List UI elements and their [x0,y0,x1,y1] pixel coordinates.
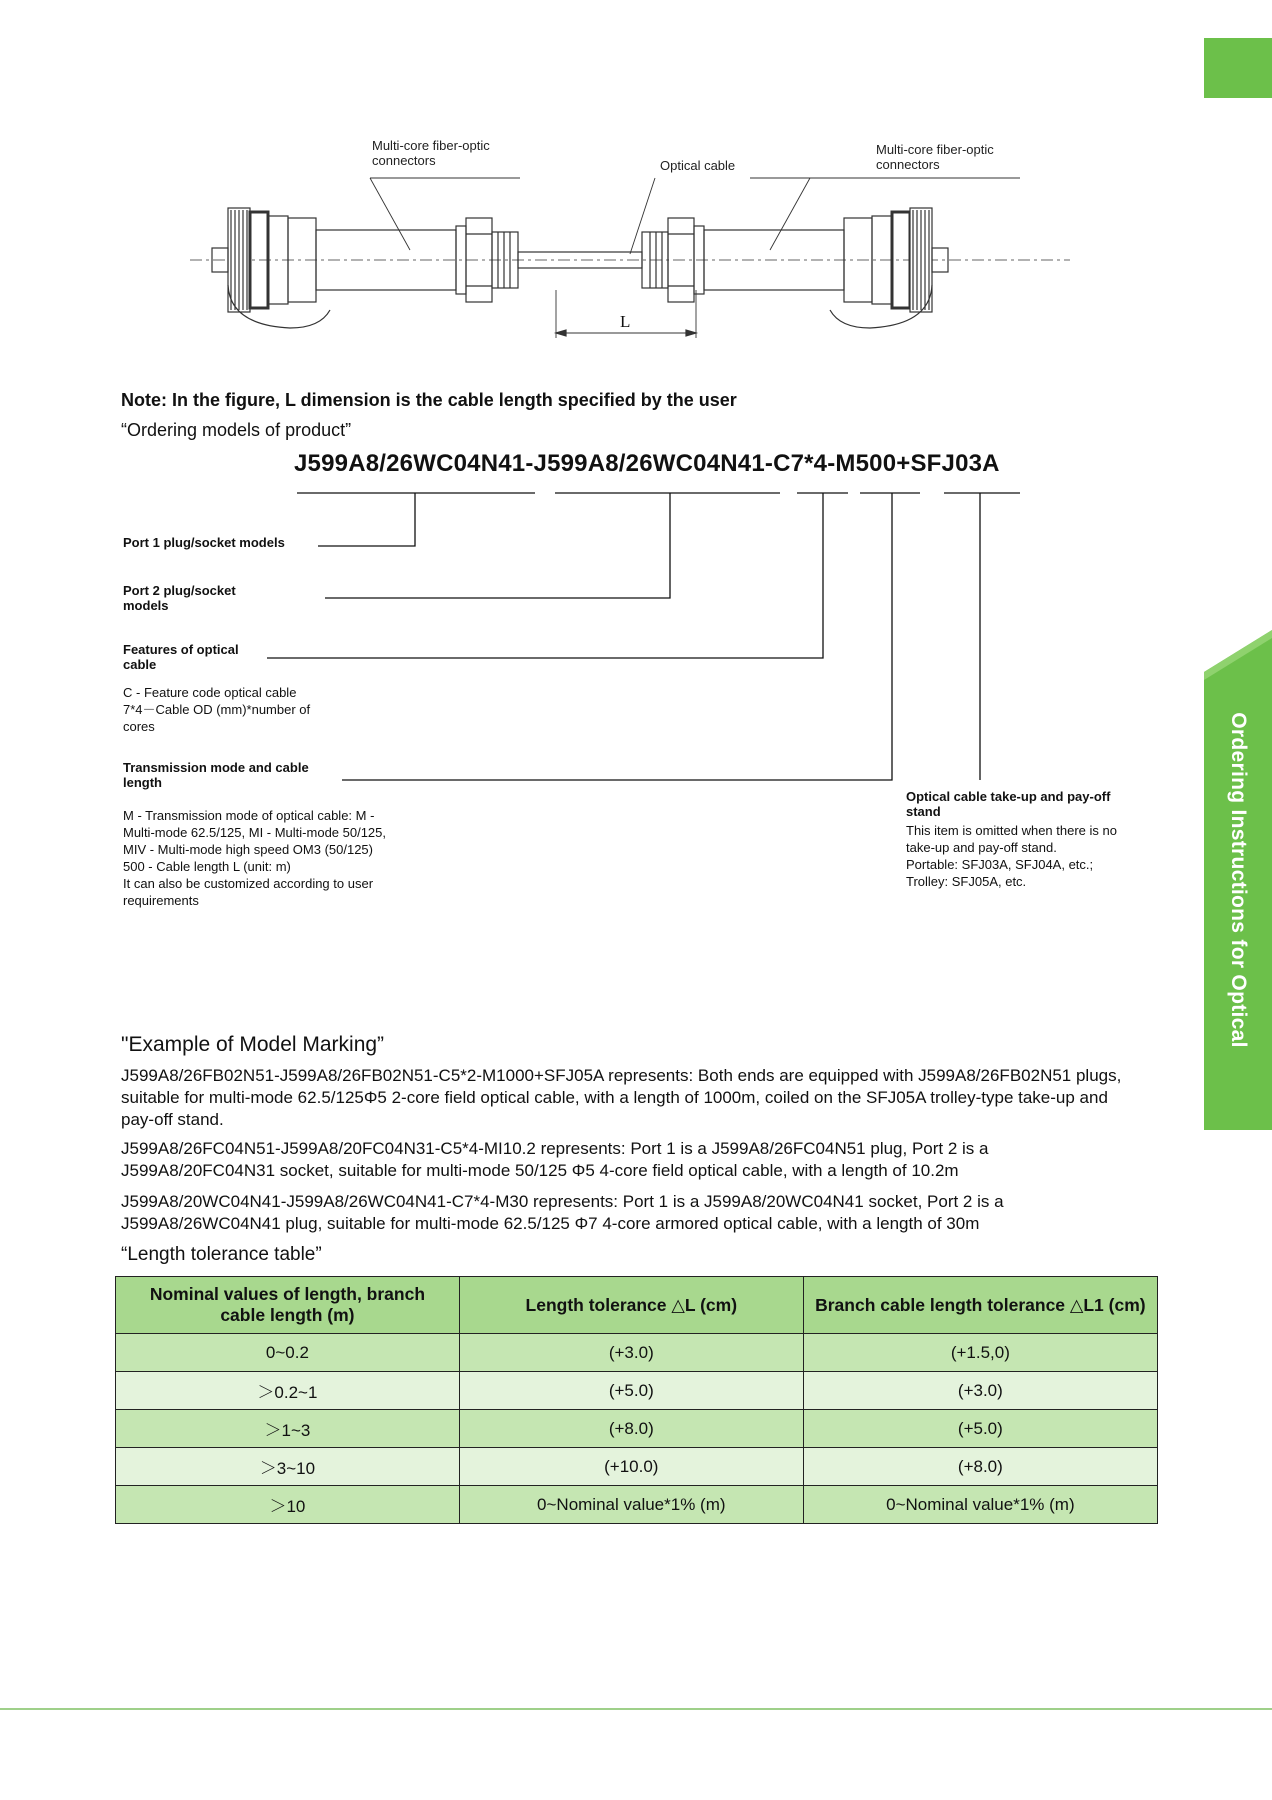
table-row [116,1486,1158,1524]
label-right-connector: Multi-core fiber-optic connectors [876,142,994,172]
label-left-connector: Multi-core fiber-optic connectors [372,138,490,168]
example-paragraph-1: J599A8/26FB02N51-J599A8/26FB02N51-C5*2-M1000+SFJ05A represents: Both ends are equipped with J599A8/26FB02N51 plugs, suitable for multi-mode 62.5/125Φ5 2-core field optical cable, with a length of 1000m, coiled on the SFJ05A trolley-type take-up and pay-off stand. [121,1066,1122,1129]
ordering-title: “Ordering models of product” [121,420,352,440]
table-cell: (+8.0) [803,1448,1157,1486]
example-paragraph-3: J599A8/20WC04N41-J599A8/26WC04N41-C7*4-M30 represents: Port 1 is a J599A8/20WC04N41 socket, Port 2 is a J599A8/26WC04N41 plug, suitable for multi-mode 62.5/125 Φ7 4-core armored optical cable, with a length of 30m [121,1192,1004,1233]
table-cell: (+8.0) [459,1410,803,1448]
table-header-cell: Length tolerance △L (cm) [459,1277,803,1334]
table-cell: (+10.0) [459,1448,803,1486]
tolerance-table-title: “Length tolerance table” [121,1244,322,1265]
table-header-cell: Nominal values of length, branch cable length (m) [116,1277,460,1334]
example-paragraph-2: J599A8/26FC04N51-J599A8/20FC04N31-C5*4-MI10.2 represents: Port 1 is a J599A8/26FC04N51 plug, Port 2 is a J599A8/20FC04N31 socket, suitable for multi-mode 50/125 Φ5 4-core field optical cable, with a length of 10.2m [121,1139,989,1180]
table-row [116,1410,1158,1448]
model-breakdown-lines [0,480,1272,800]
diagram-note: Note: In the figure, L dimension is the cable length specified by the user [121,390,737,410]
table-cell: (+1.5,0) [803,1334,1157,1372]
table-cell: (+5.0) [803,1410,1157,1448]
side-tab-title: Ordering Instructions for Optical [1227,712,1250,1048]
table-cell: ＞0.2~1 [116,1372,460,1410]
segment-transmission-desc: M - Transmission mode of optical cable: M - Multi-mode 62.5/125, MI - Multi-mode 50/125, MIV - Multi-mode high speed OM3 (50/125) 500 - Cable length L (unit: m) It can also be customized according to user requirements [123,808,387,908]
segment-stand-label: Optical cable take-up and pay-off stand [906,789,1111,819]
table-row [116,1334,1158,1372]
segment-port2-label: Port 2 plug/socket models [123,583,236,613]
segment-features-label: Features of optical cable [123,642,239,672]
table-cell: 0~Nominal value*1% (m) [459,1486,803,1524]
table-row [116,1448,1158,1486]
tolerance-table [115,1276,1158,1524]
segment-transmission-label: Transmission mode and cable length [123,760,309,790]
example-title: "Example of Model Marking” [121,1033,385,1056]
table-cell: ＞10 [116,1486,460,1524]
segment-port1-label: Port 1 plug/socket models [123,535,285,550]
table-cell: ＞3~10 [116,1448,460,1486]
table-cell: (+3.0) [803,1372,1157,1410]
model-code: J599A8/26WC04N41-J599A8/26WC04N41-C7*4-M500+SFJ03A [294,450,1000,477]
table-row [116,1372,1158,1410]
label-optical-cable: Optical cable [660,158,736,173]
footer-divider [0,1708,1272,1710]
table-cell: 0~0.2 [116,1334,460,1372]
table-cell: 0~Nominal value*1% (m) [803,1486,1157,1524]
table-cell: (+5.0) [459,1372,803,1410]
segment-stand-desc: This item is omitted when there is no take-up and pay-off stand. Portable: SFJ03A, SFJ04A, etc.; Trolley: SFJ05A, etc. [906,823,1117,889]
table-cell: ＞1~3 [116,1410,460,1448]
table-header-cell: Branch cable length tolerance △L1 (cm) [803,1277,1157,1334]
table-cell: (+3.0) [459,1334,803,1372]
corner-accent [1204,38,1272,98]
dimension-label: L [620,312,631,331]
segment-features-desc: C - Feature code optical cable 7*4－Cable OD (mm)*number of cores [123,685,311,734]
table-header-row [116,1277,1158,1334]
